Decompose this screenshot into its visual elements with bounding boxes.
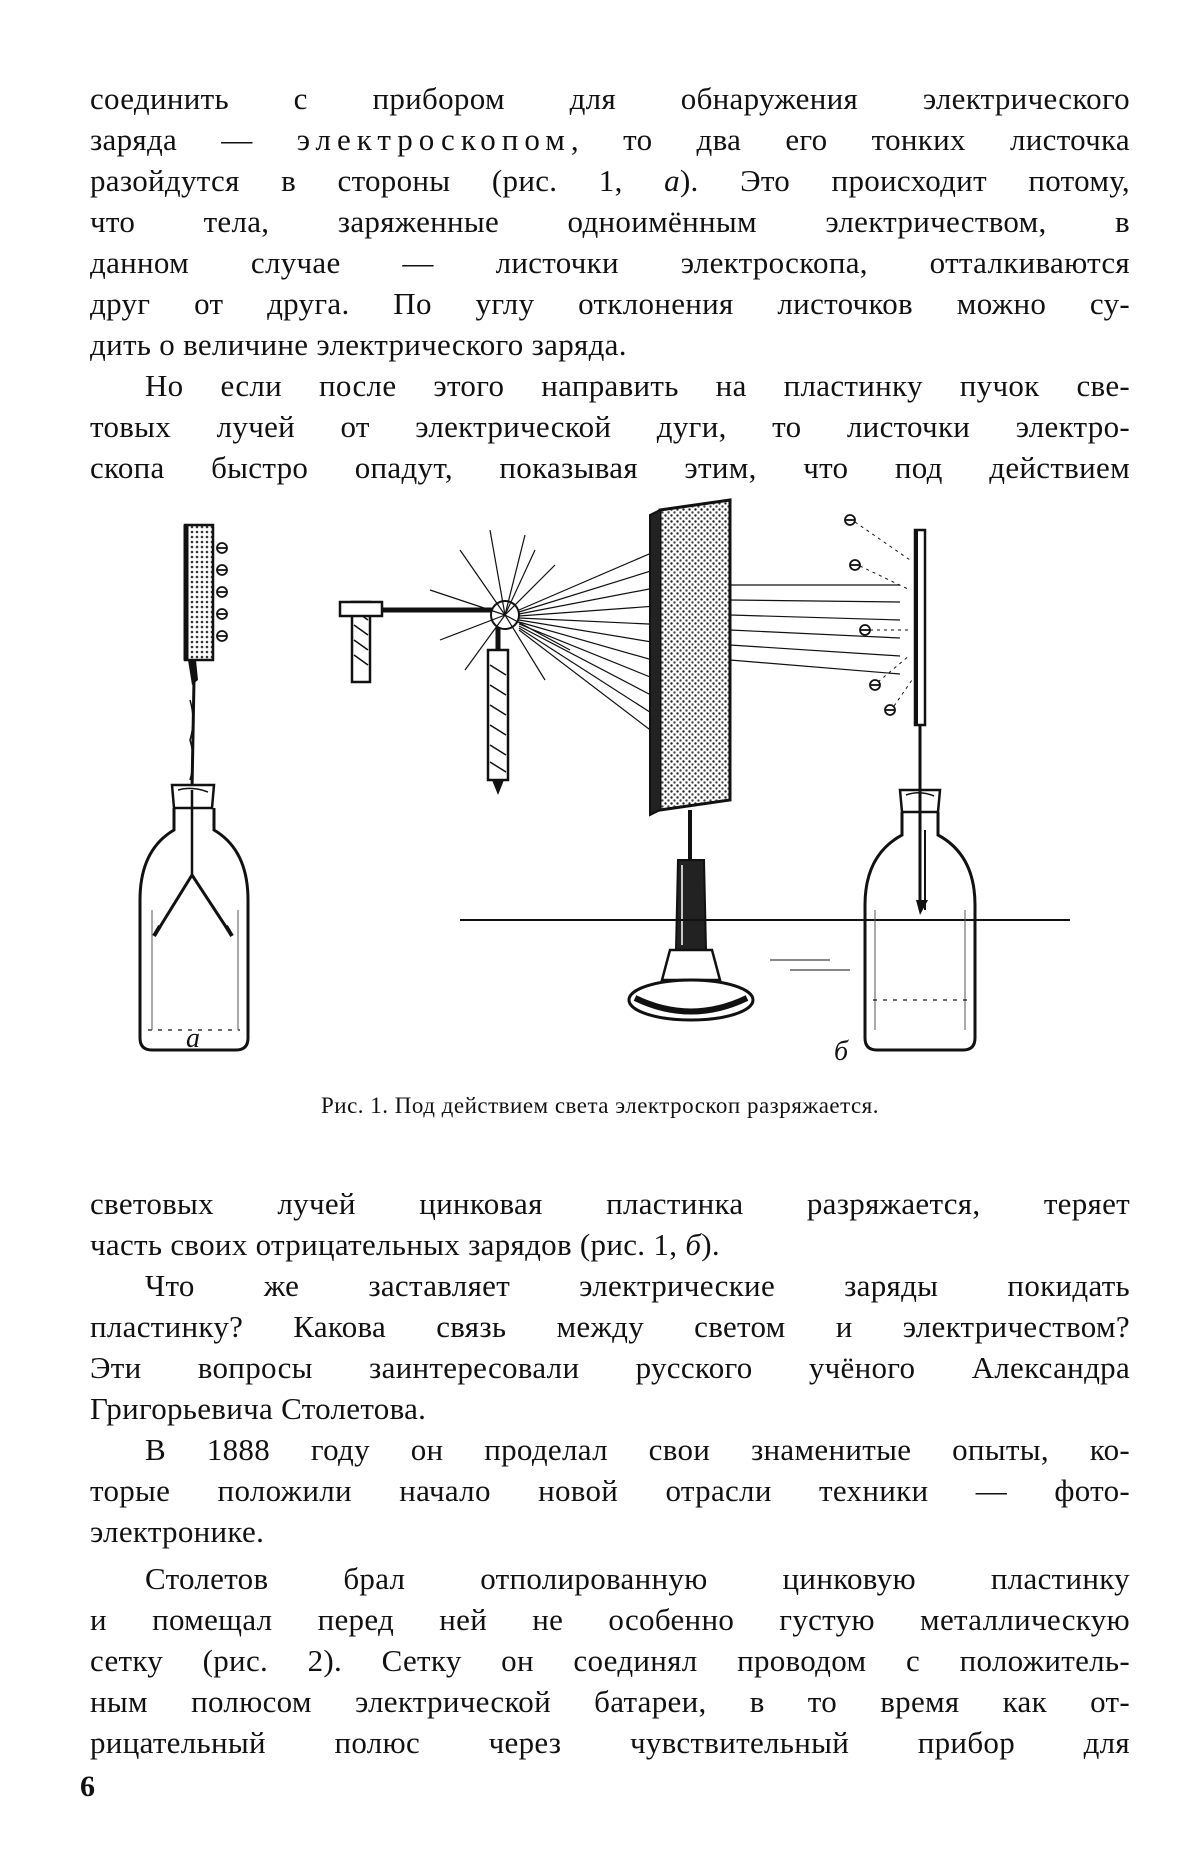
text-fragment: ). <box>701 1227 720 1262</box>
text-line: рицательный полюс через чувствительный прибор для <box>90 1722 1130 1763</box>
light-rays-continued <box>730 585 900 674</box>
text-line: пластинку? Какова связь между светом и электричеством? <box>90 1306 1130 1347</box>
text-line: Что же заставляет электрические заряды покидать <box>90 1265 1130 1306</box>
text-line: электронике. <box>90 1511 1130 1552</box>
figure-ref-b: б <box>685 1227 701 1262</box>
term-electroscope: электроскопом <box>297 122 571 157</box>
zinc-plate-b <box>629 500 753 1020</box>
text-fragment: часть своих отрицательных зарядов (рис. 1, <box>90 1227 677 1262</box>
electroscope-a <box>140 525 248 1050</box>
zinc-plate-a <box>185 525 213 660</box>
book-page <box>0 0 1200 1867</box>
text-line: торые положили начало новой отрасли техники — фото- <box>90 1470 1130 1511</box>
electroscope-b <box>845 515 975 1050</box>
text-line: дить о величине электрического заряда. <box>90 324 1130 365</box>
text-line <box>90 119 1130 160</box>
text-line: В 1888 году он проделал свои знаменитые опыты, ко- <box>90 1429 1130 1470</box>
text-line: соединить с прибором для обнаружения электрического <box>90 78 1130 119</box>
text-line: световых лучей цинковая пластинка разряжается, теряет <box>90 1183 1130 1224</box>
text-line: и помещал перед ней не особенно густую металлическую <box>90 1599 1130 1640</box>
figure-1-illustration <box>130 490 1080 1080</box>
text-line <box>90 1224 1130 1265</box>
figure-caption: Рис. 1. Под действием света электроскоп разряжается. <box>0 1093 1200 1119</box>
text-line <box>90 160 1130 201</box>
paragraph-4 <box>90 1265 1130 1429</box>
figure-label-b: б <box>834 1036 848 1068</box>
text-line: Эти вопросы заинтересовали русского учёного Александра <box>90 1347 1130 1388</box>
top-text-block <box>90 78 1130 488</box>
text-line: друг от друга. По углу отклонения листочков можно су- <box>90 283 1130 324</box>
paragraph-6 <box>90 1558 1130 1763</box>
text-line: скопа быстро опадут, показывая этим, что под действием <box>90 447 1130 488</box>
text-line: сетку (рис. 2). Сетку он соединял проводом с положитель- <box>90 1640 1130 1681</box>
paragraph-3 <box>90 1183 1130 1265</box>
paragraph-1 <box>90 78 1130 365</box>
text-line: Григорьевича Столетова. <box>90 1388 1130 1429</box>
paragraph-2 <box>90 365 1130 488</box>
text-fragment: заряда — <box>90 122 253 157</box>
electroscope-drawing <box>130 490 1080 1080</box>
text-line: товых лучей от электрической дуги, то листочки электро- <box>90 406 1130 447</box>
figure-ref-a: а <box>664 163 680 198</box>
bottom-text-block <box>90 1183 1130 1763</box>
text-fragment: разойдутся в стороны (рис. 1, <box>90 163 623 198</box>
text-line: Но если после этого направить на пластинку пучок све- <box>90 365 1130 406</box>
emitted-charges <box>845 515 895 715</box>
text-line: ным полюсом электрической батареи, в то время как от- <box>90 1681 1130 1722</box>
figure-label-a: а <box>186 1023 200 1055</box>
arc-lamp <box>340 602 508 795</box>
text-line: данном случае — листочки электроскопа, отталкиваются <box>90 242 1130 283</box>
text-line: что тела, заряженные одноимённым электричеством, в <box>90 201 1130 242</box>
page-number: 6 <box>80 1770 95 1804</box>
text-line: Столетов брал отполированную цинковую пластинку <box>90 1558 1130 1599</box>
light-rays <box>519 545 670 745</box>
charge-markers-a <box>217 543 227 641</box>
paragraph-5 <box>90 1429 1130 1552</box>
text-fragment: , то два его тонких листочка <box>571 122 1130 157</box>
text-fragment: ). Это происходит потому, <box>680 163 1130 198</box>
